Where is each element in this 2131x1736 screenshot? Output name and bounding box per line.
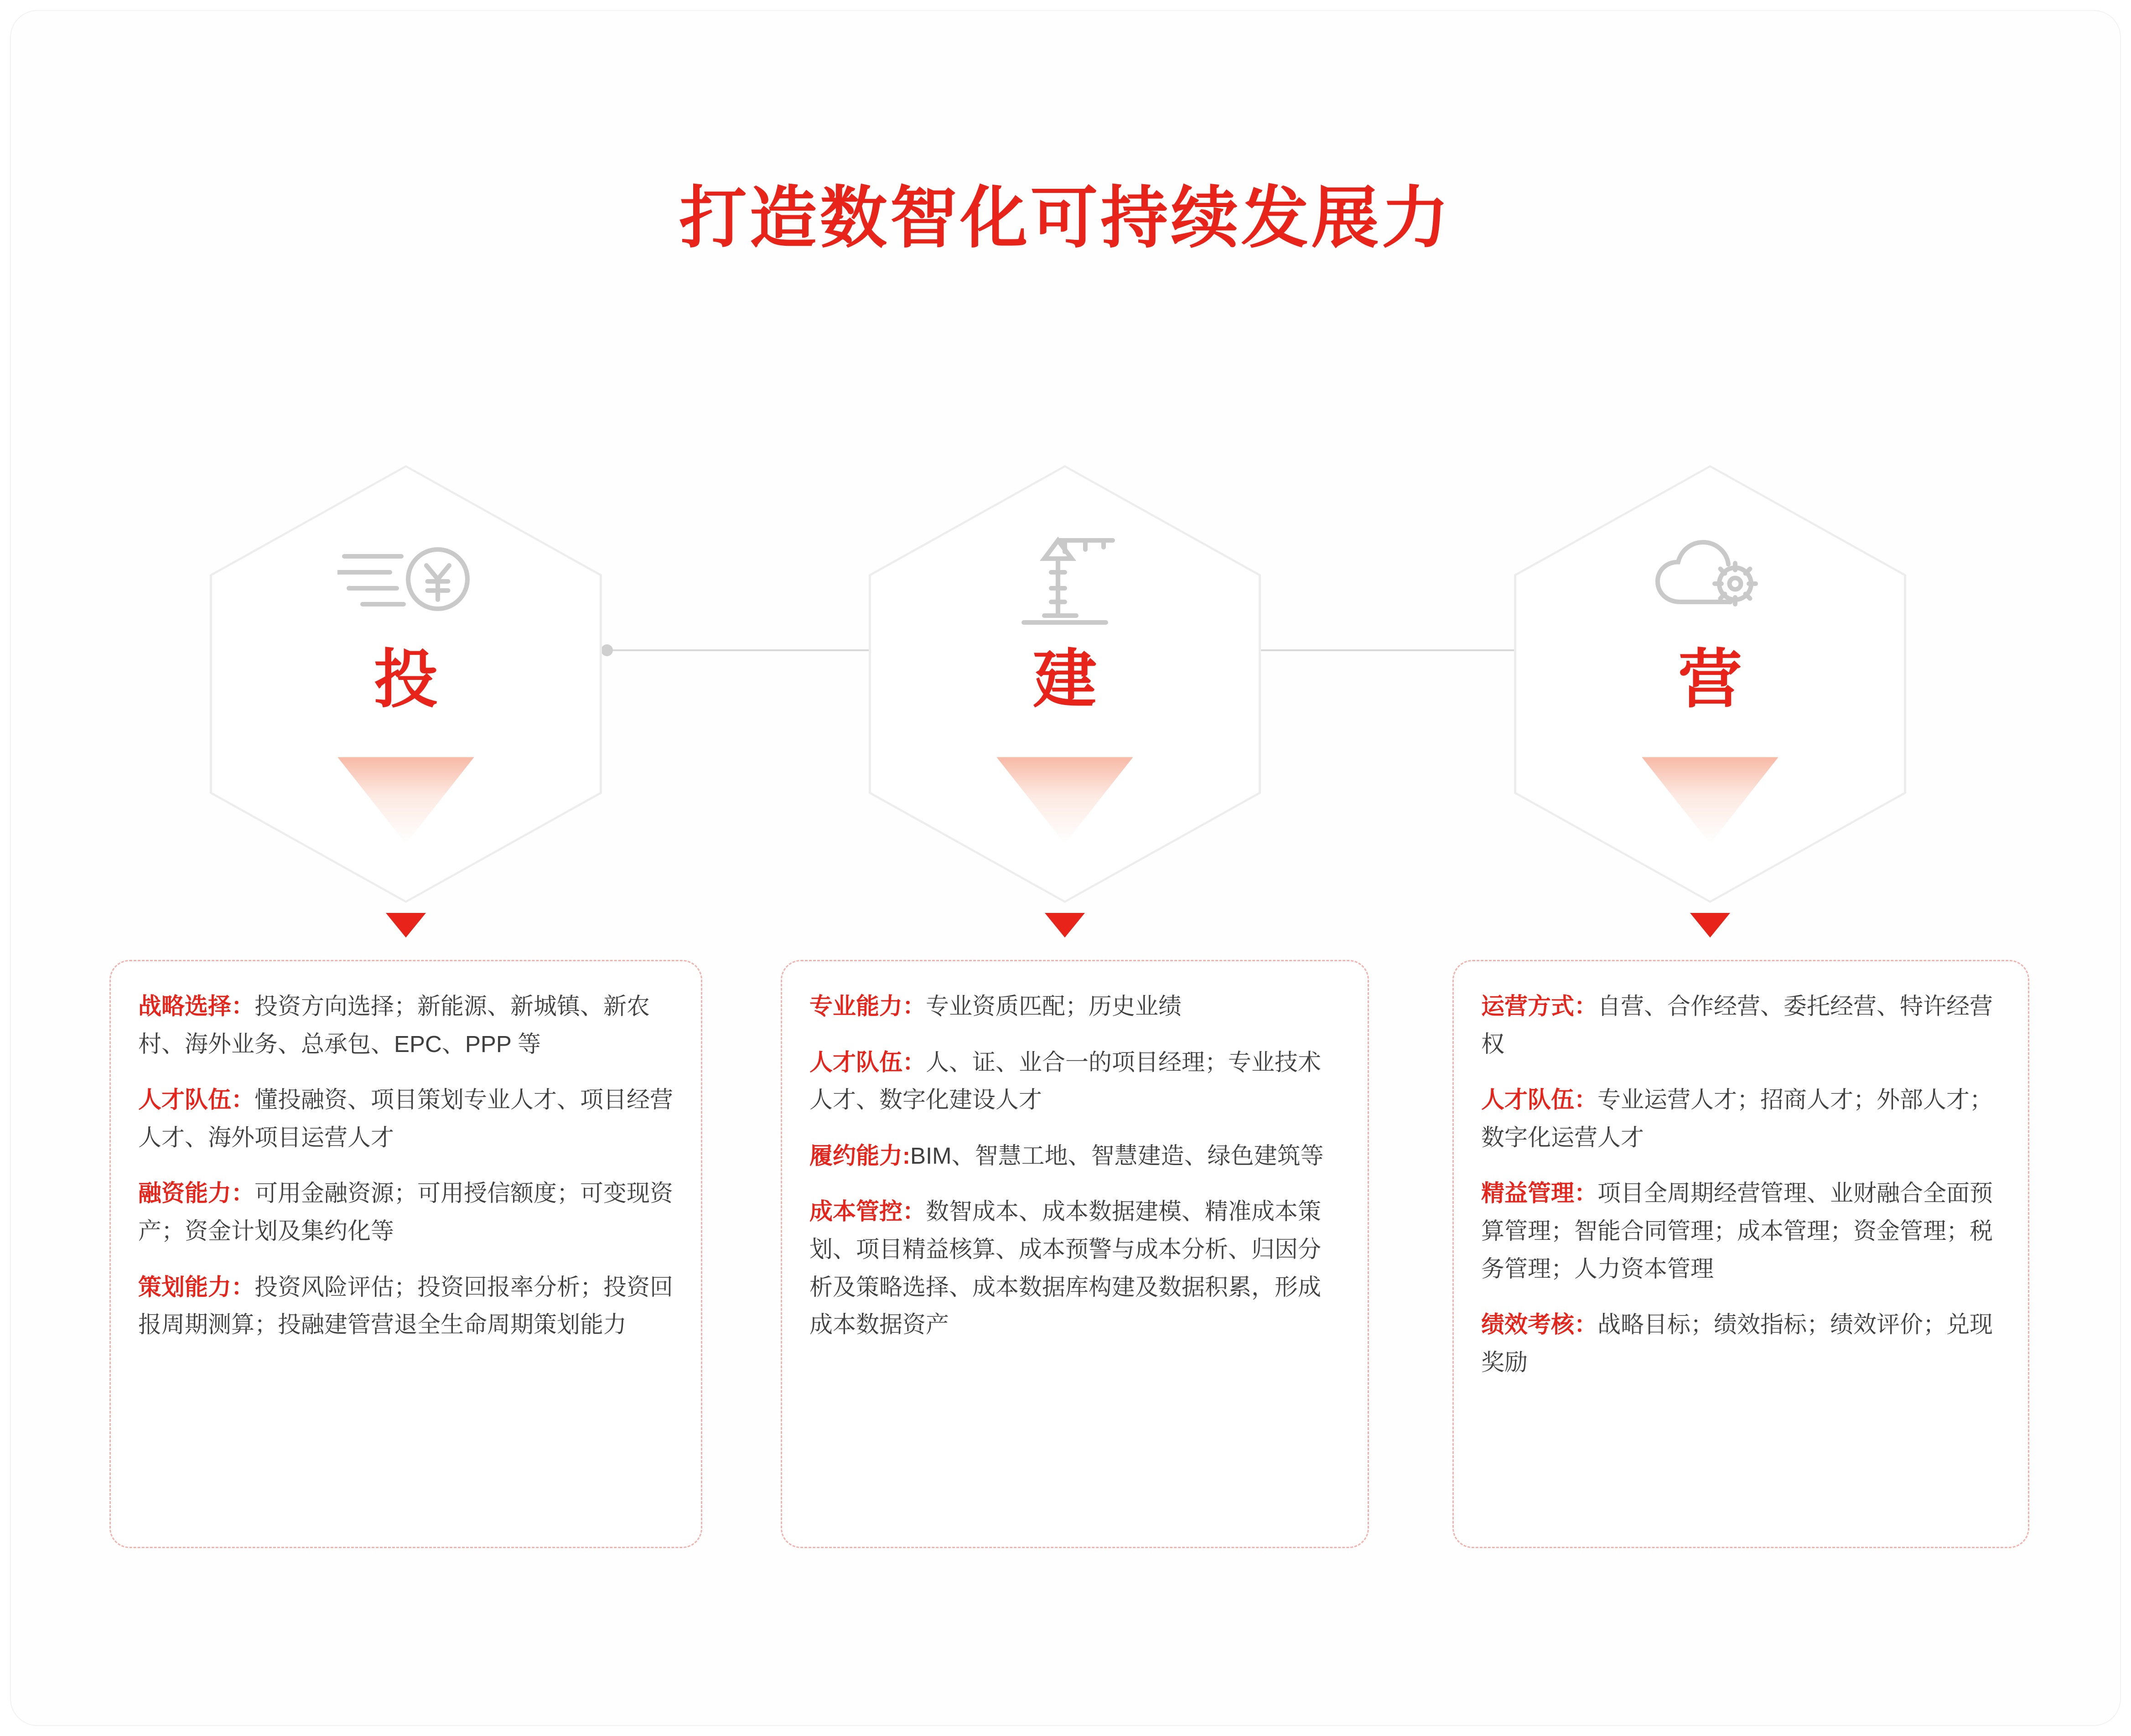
- stage-hex-operate[interactable]: [1514, 465, 1906, 903]
- card-paragraph: [138, 988, 674, 1063]
- card-paragraph: [1481, 1306, 2001, 1381]
- stage-arrow-invest: [386, 913, 426, 938]
- stage-hex-build[interactable]: [869, 465, 1261, 903]
- page-title: 打造数智化可持续发展力: [679, 181, 1452, 256]
- paragraph-lead: 精益管理：: [1481, 1180, 1598, 1207]
- card-paragraph: [809, 1044, 1340, 1119]
- paragraph-text: 战略目标；绩效指标；绩效评价；兑现奖励: [1481, 1311, 1993, 1375]
- stage-hex-invest[interactable]: [210, 465, 602, 903]
- paragraph-lead: 融资能力：: [138, 1180, 255, 1207]
- stage-card-build: [781, 960, 1369, 1548]
- tower-crane-icon: [869, 534, 1261, 629]
- cloud-gear-icon: [1514, 534, 1906, 620]
- card-paragraph: [809, 1193, 1340, 1343]
- paragraph-text: 数智成本、成本数据建模、精准成本策划、项目精益核算、成本预警与成本分析、归因分析及策略选择、成本数据库构建及数据积累，形成成本数据资产: [809, 1198, 1322, 1338]
- connector-dot-1a: [601, 644, 613, 656]
- paragraph-lead: 人才队伍：: [809, 1049, 926, 1075]
- connector-line-2: [1252, 649, 1525, 651]
- card-paragraph: [138, 1175, 674, 1250]
- paragraph-lead: 人才队伍：: [1481, 1087, 1598, 1113]
- stage-arrow-operate: [1690, 913, 1730, 938]
- stage-label-invest: 投: [373, 643, 438, 715]
- paragraph-text: 投资方向选择；新能源、新城镇、新农村、海外业务、总承包、EPC、PPP 等: [138, 993, 650, 1057]
- card-paragraph: [138, 1269, 674, 1344]
- paragraph-lead: 绩效考核：: [1481, 1311, 1598, 1338]
- card-paragraph: [809, 988, 1340, 1026]
- money-speed-icon: [210, 534, 602, 625]
- paragraph-text: 人、证、业合一的项目经理；专业技术人才、数字化建设人才: [809, 1049, 1322, 1113]
- paragraph-text: 可用金融资源；可用授信额度；可变现资产；资金计划及集约化等: [138, 1180, 674, 1244]
- card-paragraph: [138, 1081, 674, 1156]
- paragraph-lead: 成本管控：: [809, 1198, 926, 1225]
- paragraph-text: 专业运营人才；招商人才；外部人才；数字化运营人才: [1481, 1087, 1993, 1150]
- stage-card-operate: [1452, 960, 2029, 1548]
- card-paragraph: [809, 1137, 1340, 1175]
- paragraph-text: 投资风险评估；投资回报率分析；投资回报周期测算；投融建管营退全生命周期策划能力: [138, 1274, 674, 1338]
- connector-line-1: [607, 649, 880, 651]
- stage-label-build: 建: [1032, 643, 1097, 715]
- paragraph-lead: 专业能力：: [809, 993, 926, 1019]
- stage-card-invest: [109, 960, 702, 1548]
- stage-label-operate: 营: [1678, 643, 1742, 715]
- card-paragraph: [1481, 1175, 2001, 1288]
- card-paragraph: [1481, 988, 2001, 1063]
- paragraph-text: 懂投融资、项目策划专业人才、项目经营人才、海外项目运营人才: [138, 1087, 674, 1150]
- paragraph-text: 项目全周期经营管理、业财融合全面预算管理；智能合同管理；成本管理；资金管理；税务管理；人力资本管理: [1481, 1180, 1993, 1282]
- paragraph-lead: 策划能力：: [138, 1274, 255, 1300]
- stage-arrow-build: [1045, 913, 1085, 938]
- paragraph-text: 自营、合作经营、委托经营、特许经营权: [1481, 993, 1993, 1057]
- paragraph-lead: 战略选择：: [138, 993, 255, 1019]
- paragraph-lead: 履约能力:: [809, 1142, 910, 1169]
- paragraph-text: BIM、智慧工地、智慧建造、绿色建筑等: [910, 1142, 1324, 1169]
- card-paragraph: [1481, 1081, 2001, 1156]
- paragraph-lead: 运营方式：: [1481, 993, 1598, 1019]
- paragraph-text: 专业资质匹配；历史业绩: [926, 993, 1182, 1019]
- paragraph-lead: 人才队伍：: [138, 1087, 255, 1113]
